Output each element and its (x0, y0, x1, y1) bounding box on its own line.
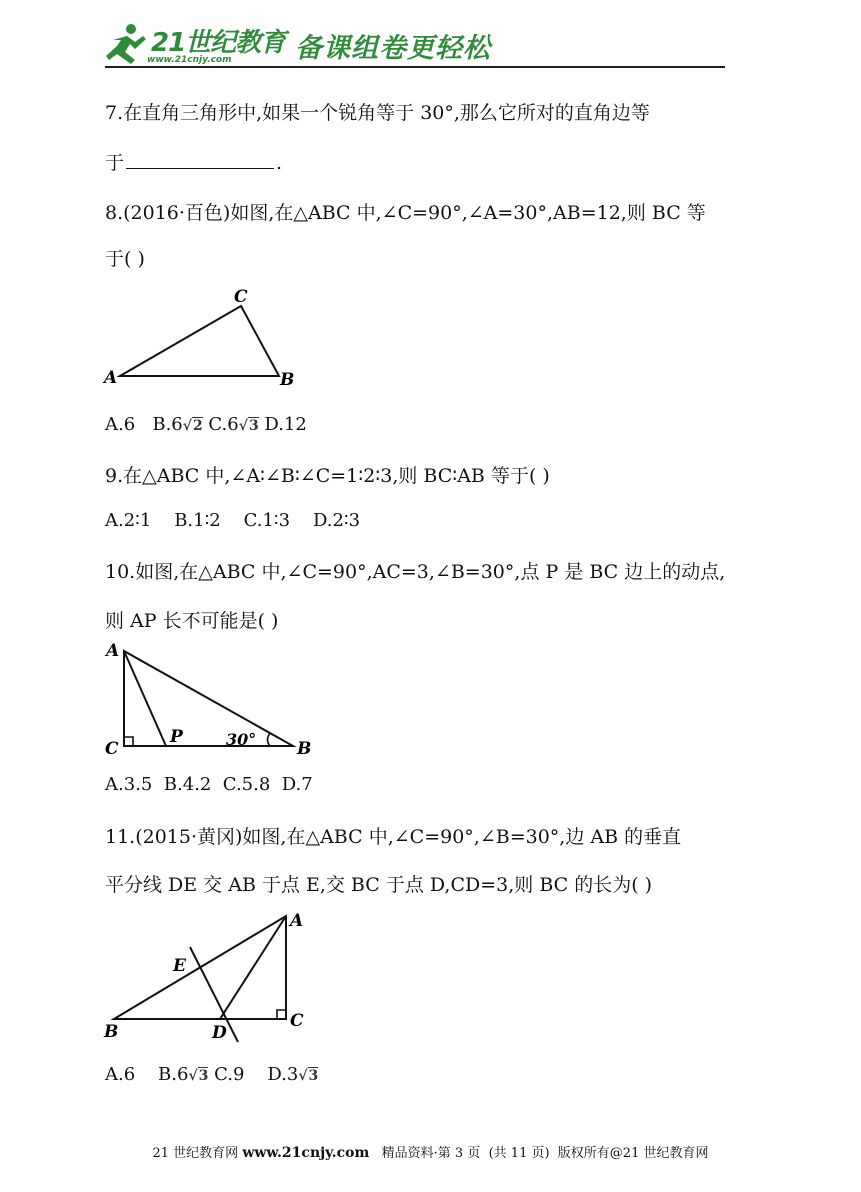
q11-label-e: E (173, 956, 186, 976)
page-header (105, 22, 725, 72)
q8-triangle-figure (100, 284, 310, 394)
q8-options (105, 414, 307, 435)
q10-label-p: P (170, 727, 183, 747)
q10-line1: 10.如图,在△ABC 中,∠C=90°,AC=3,∠B=30°,点 P 是 BC 边上的动点, (105, 561, 726, 583)
header-slogan: 备课组卷更轻松 (295, 33, 491, 64)
q10-line2: 则 AP 长不可能是( ) (105, 610, 279, 632)
q11-options (105, 1064, 318, 1085)
sqrt-icon: √2 (182, 418, 203, 434)
q10-right-angle-mark (124, 737, 133, 746)
q11-option-c-d: C.9 D.3 (208, 1064, 299, 1085)
sqrt-icon: √3 (298, 1068, 319, 1084)
q11-triangle-figure (100, 906, 315, 1046)
q10-angle-arc (268, 733, 271, 746)
q8-label-a: A (104, 368, 118, 388)
q7-answer-blank (126, 150, 274, 169)
q8-option-a-b: A.6 B.6 (105, 414, 183, 435)
q8-label-c: C (234, 287, 248, 307)
page-footer (0, 1142, 861, 1161)
logo-name: 21世纪教育 (151, 28, 286, 58)
q10-segment-ap (124, 651, 166, 746)
q10-label-b: B (297, 739, 312, 759)
runner-logo-icon (105, 22, 151, 66)
q11-label-a: A (290, 911, 304, 931)
q11-label-c: C (290, 1011, 304, 1031)
q11-label-b: B (104, 1022, 119, 1042)
q7-suffix: . (276, 152, 283, 174)
q7-prefix: 于 (105, 152, 125, 174)
q8-line2: 于( ) (105, 248, 145, 270)
q9-line1: 9.在△ABC 中,∠A∶∠B∶∠C=1∶2∶3,则 BC∶AB 等于( ) (105, 465, 550, 487)
q11-segment-ad (220, 916, 286, 1019)
footer-url: www.21cnjy.com (242, 1145, 370, 1161)
q7-line1: 7.在直角三角形中,如果一个锐角等于 30°,那么它所对的直角边等 (105, 102, 650, 124)
q10-label-c: C (105, 739, 119, 759)
q10-label-a: A (106, 641, 120, 661)
sqrt-icon: √3 (188, 1068, 209, 1084)
header-divider (105, 66, 725, 68)
q11-option-a-b: A.6 B.6 (105, 1064, 189, 1085)
q11-right-angle-mark (277, 1010, 286, 1019)
q10-options: A.3.5 B.4.2 C.5.8 D.7 (105, 774, 313, 795)
logo-url: www.21cnjy.com (147, 55, 232, 65)
q8-line1: 8.(2016·百色)如图,在△ABC 中,∠C=90°,∠A=30°,AB=12,则 BC 等 (105, 202, 706, 224)
q10-triangle-figure (100, 636, 325, 766)
sqrt-icon: √3 (238, 418, 259, 434)
q7-line2 (105, 148, 282, 175)
q11-label-d: D (212, 1023, 227, 1043)
q8-triangle (120, 306, 279, 376)
footer-left: 21 世纪教育网 (152, 1146, 243, 1161)
q10-label-angle: 30° (226, 730, 257, 749)
q11-line1: 11.(2015·黄冈)如图,在△ABC 中,∠C=90°,∠B=30°,边 AB 的垂直 (105, 826, 682, 848)
q10-triangle (124, 651, 293, 746)
q11-line2: 平分线 DE 交 AB 于点 E,交 BC 于点 D,CD=3,则 BC 的长为( ) (105, 874, 653, 896)
q8-option-d: D.12 (258, 414, 307, 435)
footer-right: 精品资料·第 3 页 (共 11 页) 版权所有@21 世纪教育网 (369, 1146, 709, 1161)
q9-options: A.2∶1 B.1∶2 C.1∶3 D.2∶3 (105, 510, 361, 531)
q8-label-b: B (280, 370, 295, 390)
q8-option-c: C.6 (202, 414, 239, 435)
